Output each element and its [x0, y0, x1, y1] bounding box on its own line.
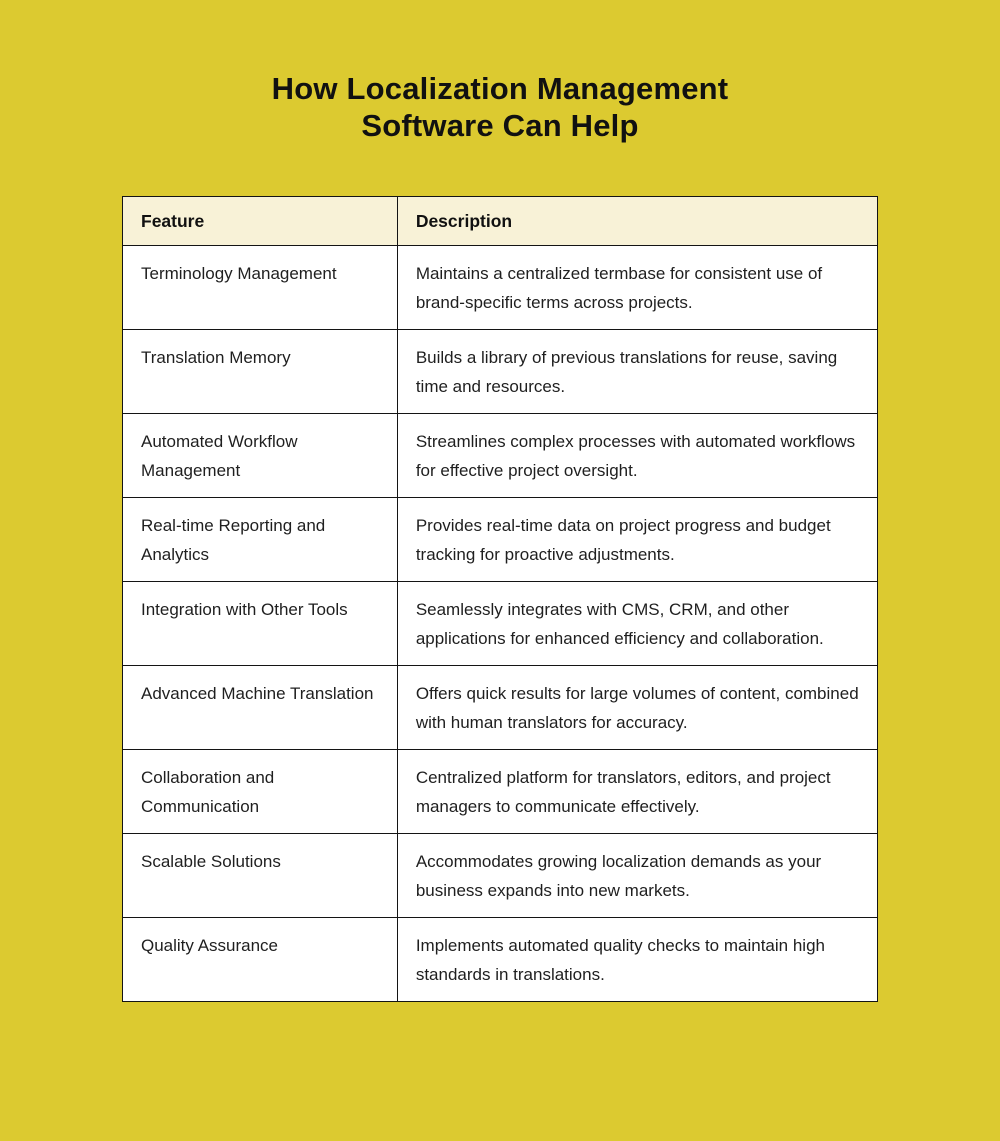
- page-title-line-1: How Localization Management: [271, 71, 729, 106]
- feature-cell: Scalable Solutions: [123, 834, 398, 918]
- description-cell: Offers quick results for large volumes of content, combined with human translators for accuracy.: [397, 666, 877, 750]
- description-cell: Provides real-time data on project progress and budget tracking for proactive adjustments.: [397, 498, 877, 582]
- table-row: [123, 666, 878, 750]
- table-row: [123, 414, 878, 498]
- page-title: [0, 70, 1000, 144]
- description-cell: Maintains a centralized termbase for consistent use of brand-specific terms across projects.: [397, 246, 877, 330]
- feature-cell: Automated Workflow Management: [123, 414, 398, 498]
- description-cell: Accommodates growing localization demands as your business expands into new markets.: [397, 834, 877, 918]
- table-row: [123, 498, 878, 582]
- table-row: [123, 582, 878, 666]
- description-cell: Implements automated quality checks to maintain high standards in translations.: [397, 918, 877, 1002]
- feature-cell: Terminology Management: [123, 246, 398, 330]
- features-table: [122, 196, 878, 1002]
- table-row: [123, 918, 878, 1002]
- table-header-row: [123, 197, 878, 246]
- feature-cell: Advanced Machine Translation: [123, 666, 398, 750]
- page-background: [0, 70, 1000, 1141]
- feature-cell: Collaboration and Communication: [123, 750, 398, 834]
- table-row: [123, 330, 878, 414]
- header-cell-feature: Feature: [123, 197, 398, 246]
- features-table-container: [122, 196, 878, 1002]
- description-cell: Centralized platform for translators, editors, and project managers to communicate effectively.: [397, 750, 877, 834]
- feature-cell: Quality Assurance: [123, 918, 398, 1002]
- feature-cell: Integration with Other Tools: [123, 582, 398, 666]
- header-cell-description: Description: [397, 197, 877, 246]
- table-row: [123, 750, 878, 834]
- description-cell: Streamlines complex processes with automated workflows for effective project oversight.: [397, 414, 877, 498]
- page-title-line-2: Software Can Help: [361, 108, 639, 143]
- feature-cell: Translation Memory: [123, 330, 398, 414]
- description-cell: Seamlessly integrates with CMS, CRM, and other applications for enhanced efficiency and collaboration.: [397, 582, 877, 666]
- table-row: [123, 246, 878, 330]
- description-cell: Builds a library of previous translations for reuse, saving time and resources.: [397, 330, 877, 414]
- feature-cell: Real-time Reporting and Analytics: [123, 498, 398, 582]
- table-row: [123, 834, 878, 918]
